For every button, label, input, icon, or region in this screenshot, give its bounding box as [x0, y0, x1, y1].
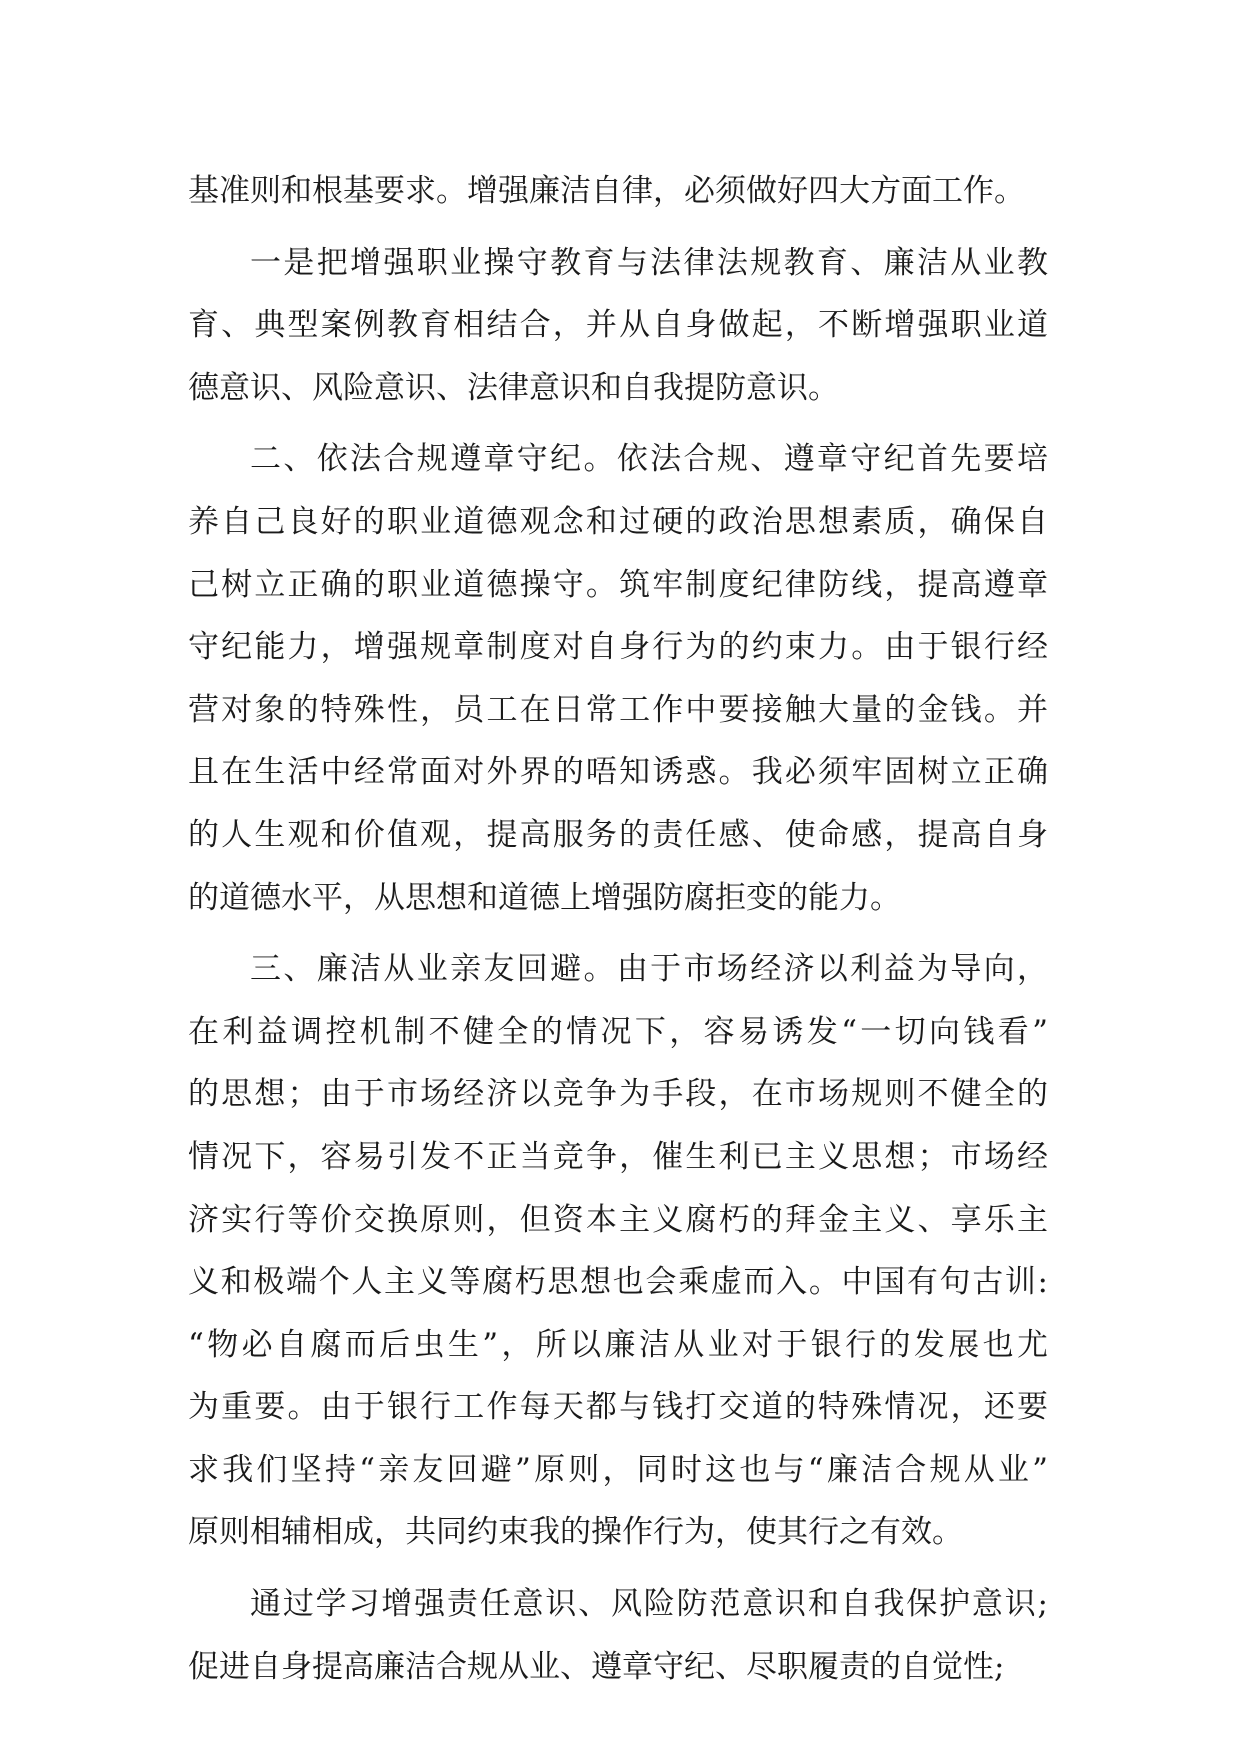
paragraph-gap: [188, 929, 1048, 938]
paragraph-gap: [188, 223, 1048, 232]
text-line: 己树立正确的职业道德操守。筑牢制度纪律防线，提高遵章: [188, 566, 1048, 603]
text-line: 德意识、风险意识、法律意识和自我提防意识。: [188, 369, 839, 406]
text-line: 求我们坚持“亲友回避”原则，同时这也与“廉洁合规从业”: [188, 1451, 1048, 1488]
text-line: 的人生观和价值观，提高服务的责任感、使命感，提高自身: [188, 816, 1048, 853]
text-line: “物必自腐而后虫生”，所以廉洁从业对于银行的发展也尤: [188, 1326, 1048, 1363]
text-line: 原则相辅相成，共同约束我的操作行为，使其行之有效。: [188, 1514, 963, 1551]
text-line: 情况下，容易引发不正当竞争，催生利已主义思想；市场经: [188, 1138, 1048, 1175]
paragraph: [188, 428, 1048, 929]
paragraph-gap: [188, 419, 1048, 428]
text-line: 三、廉洁从业亲友回避。由于市场经济以利益为导向，: [250, 951, 1048, 988]
document-body: [188, 160, 1048, 1698]
text-line: 二、依法合规遵章守纪。依法合规、遵章守纪首先要培: [250, 441, 1048, 478]
text-line: 的道德水平，从思想和道德上增强防腐拒变的能力。: [188, 879, 901, 916]
paragraph: [188, 160, 1048, 223]
text-line: 基准则和根基要求。增强廉洁自律，必须做好四大方面工作。: [188, 173, 1025, 209]
paragraph: [188, 232, 1048, 420]
text-line: 守纪能力，增强规章制度对自身行为的约束力。由于银行经: [188, 629, 1048, 666]
text-line: 义和极端个人主义等腐朽思想也会乘虚而入。中国有句古训:: [188, 1264, 1048, 1301]
text-line: 为重要。由于银行工作每天都与钱打交道的特殊情况，还要: [188, 1389, 1048, 1426]
paragraph: [188, 938, 1048, 1564]
paragraph: [188, 1573, 1048, 1698]
text-line: 育、典型案例教育相结合，并从自身做起，不断增强职业道: [188, 307, 1048, 344]
text-line: 一是把增强职业操守教育与法律法规教育、廉洁从业教: [250, 244, 1048, 281]
text-line: 且在生活中经常面对外界的唔知诱惑。我必须牢固树立正确: [188, 754, 1048, 791]
text-line: 促进自身提高廉洁合规从业、遵章守纪、尽职履责的自觉性;: [188, 1648, 1005, 1685]
text-line: 营对象的特殊性，员工在日常工作中要接触大量的金钱。并: [188, 691, 1048, 728]
text-line: 养自己良好的职业道德观念和过硬的政治思想素质，确保自: [188, 503, 1048, 540]
paragraph-gap: [188, 1564, 1048, 1573]
text-line: 通过学习增强责任意识、风险防范意识和自我保护意识;: [250, 1586, 1048, 1623]
text-line: 的思想；由于市场经济以竞争为手段，在市场规则不健全的: [188, 1076, 1048, 1113]
text-line: 济实行等价交换原则，但资本主义腐朽的拜金主义、享乐主: [188, 1201, 1048, 1238]
text-line: 在利益调控机制不健全的情况下，容易诱发“一切向钱看”: [188, 1013, 1048, 1050]
